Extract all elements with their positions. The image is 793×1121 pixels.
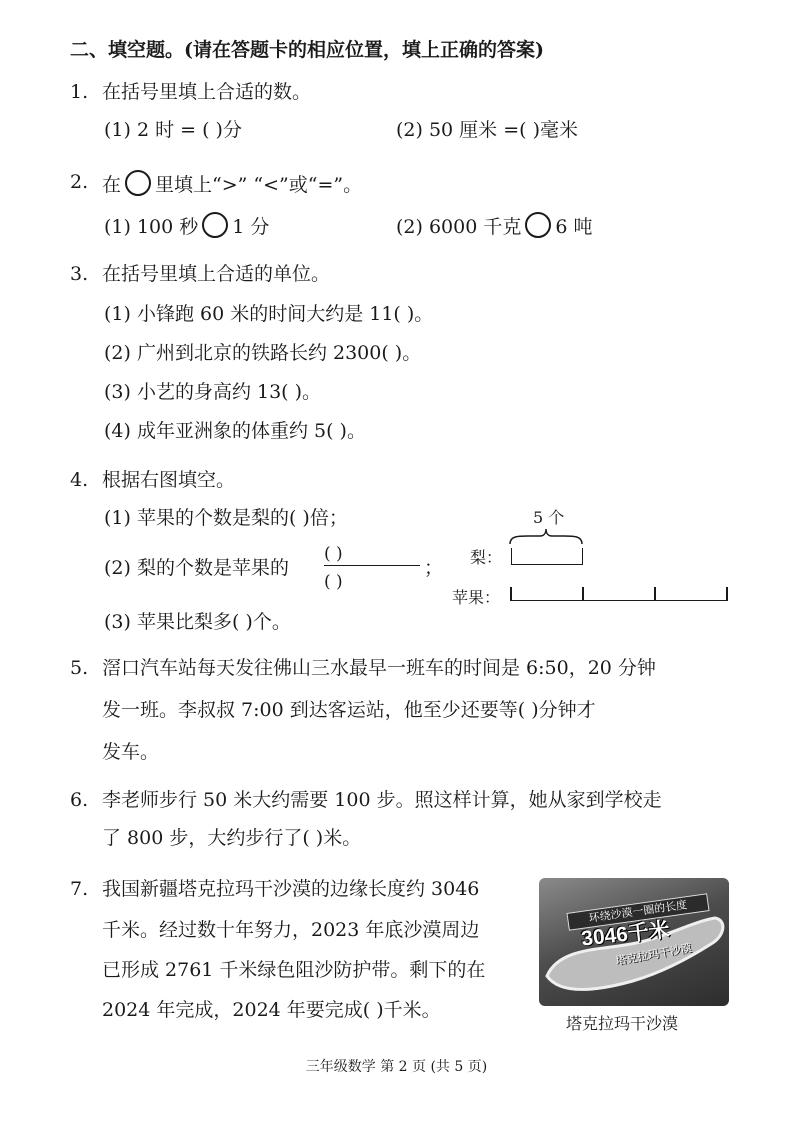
question-3-stem: 在括号里填上合适的单位。 <box>102 263 331 285</box>
question-2-part-1-left: (1) 100 秒 <box>104 216 199 238</box>
diagram-top-label: 5 个 <box>533 508 565 527</box>
question-5-line-3: 发车。 <box>102 741 160 763</box>
question-7-line-1: 我国新疆塔克拉玛干沙漠的边缘长度约 3046 <box>102 878 480 900</box>
question-4-part-1: (1) 苹果的个数是梨的( )倍； <box>104 507 348 529</box>
question-2-stem-end: 里填上“>” “<”或“=”。 <box>155 174 363 196</box>
fraction-numerator: ( ) <box>324 544 343 564</box>
question-number-5: 5. <box>70 657 89 679</box>
apple-bar <box>511 600 727 601</box>
desert-length-label: 3046千米 <box>580 918 671 951</box>
apple-bar-tick <box>582 587 584 601</box>
question-1-part-1: (1) 2 时 = ( )分 <box>104 119 242 141</box>
photo-caption: 塔克拉玛干沙漠 <box>566 1014 679 1033</box>
question-6-line-2: 了 800 步，大约步行了( )米。 <box>102 827 362 849</box>
question-7-line-4: 2024 年完成，2024 年要完成( )千米。 <box>102 999 441 1021</box>
apple-label: 苹果： <box>452 588 501 607</box>
question-number-1: 1. <box>70 81 89 103</box>
desert-name-label: 塔克拉玛干沙漠 <box>614 942 693 968</box>
question-5-line-2: 发一班。李叔叔 7:00 到达客运站，他至少还要等( )分钟才 <box>102 699 596 721</box>
apple-bar-tick <box>726 587 728 601</box>
desert-map-image <box>539 878 729 1006</box>
compare-circle-icon[interactable] <box>525 212 551 238</box>
fraction-bar <box>324 565 420 566</box>
question-3-part-1: (1) 小锋跑 60 米的时间大约是 11( )。 <box>104 303 434 325</box>
question-number-2: 2. <box>70 171 89 193</box>
question-1-part-2: (2) 50 厘米 =( )毫米 <box>396 119 578 141</box>
question-7-line-2: 千米。经过数十年努力，2023 年底沙漠周边 <box>102 919 480 941</box>
question-number-7: 7. <box>70 878 89 900</box>
question-2-stem <box>102 170 362 197</box>
fraction-denominator: ( ) <box>324 572 343 592</box>
pear-bar <box>511 548 583 565</box>
question-3-part-3: (3) 小艺的身高约 13( )。 <box>104 381 322 403</box>
question-2-part-1-right: 1 分 <box>232 216 270 238</box>
question-4-part-2: (2) 梨的个数是苹果的 <box>104 557 289 579</box>
question-4-part-2-end: ； <box>424 557 444 579</box>
question-2-part-2 <box>396 212 593 239</box>
question-1-stem: 在括号里填上合适的数。 <box>102 81 312 103</box>
question-2-part-1 <box>104 212 269 239</box>
page-footer: 三年级数学 第 2 页 (共 5 页) <box>305 1059 488 1075</box>
question-7-line-3: 已形成 2761 千米绿色阻沙防护带。剩下的在 <box>102 959 486 981</box>
question-6-line-1: 李老师步行 50 米大约需要 100 步。照这样计算，她从家到学校走 <box>102 789 662 811</box>
desert-banner: 环绕沙漠一圈的长度 <box>566 893 709 931</box>
question-3-part-2: (2) 广州到北京的铁路长约 2300( )。 <box>104 342 422 364</box>
question-2-part-2-left: (2) 6000 千克 <box>396 216 522 238</box>
question-number-6: 6. <box>70 789 89 811</box>
question-5-line-1: 滘口汽车站每天发往佛山三水最早一班车的时间是 6:50，20 分钟 <box>102 657 656 679</box>
fraction-blank[interactable] <box>324 542 424 594</box>
section-title: 二、填空题。(请在答题卡的相应位置，填上正确的答案) <box>70 39 544 61</box>
apple-bar-tick <box>654 587 656 601</box>
pear-label: 梨： <box>470 548 503 567</box>
question-2-stem-start: 在 <box>102 174 122 196</box>
question-4-part-3: (3) 苹果比梨多( )个。 <box>104 611 291 633</box>
question-3-part-4: (4) 成年亚洲象的体重约 5( )。 <box>104 420 366 442</box>
answer-circle-icon <box>125 170 151 196</box>
compare-circle-icon[interactable] <box>202 212 228 238</box>
question-4-stem: 根据右图填空。 <box>102 469 236 491</box>
apple-bar-tick <box>510 587 512 601</box>
question-2-part-2-right: 6 吨 <box>555 216 593 238</box>
question-number-3: 3. <box>70 263 89 285</box>
brace-icon <box>508 528 588 546</box>
question-number-4: 4. <box>70 469 89 491</box>
